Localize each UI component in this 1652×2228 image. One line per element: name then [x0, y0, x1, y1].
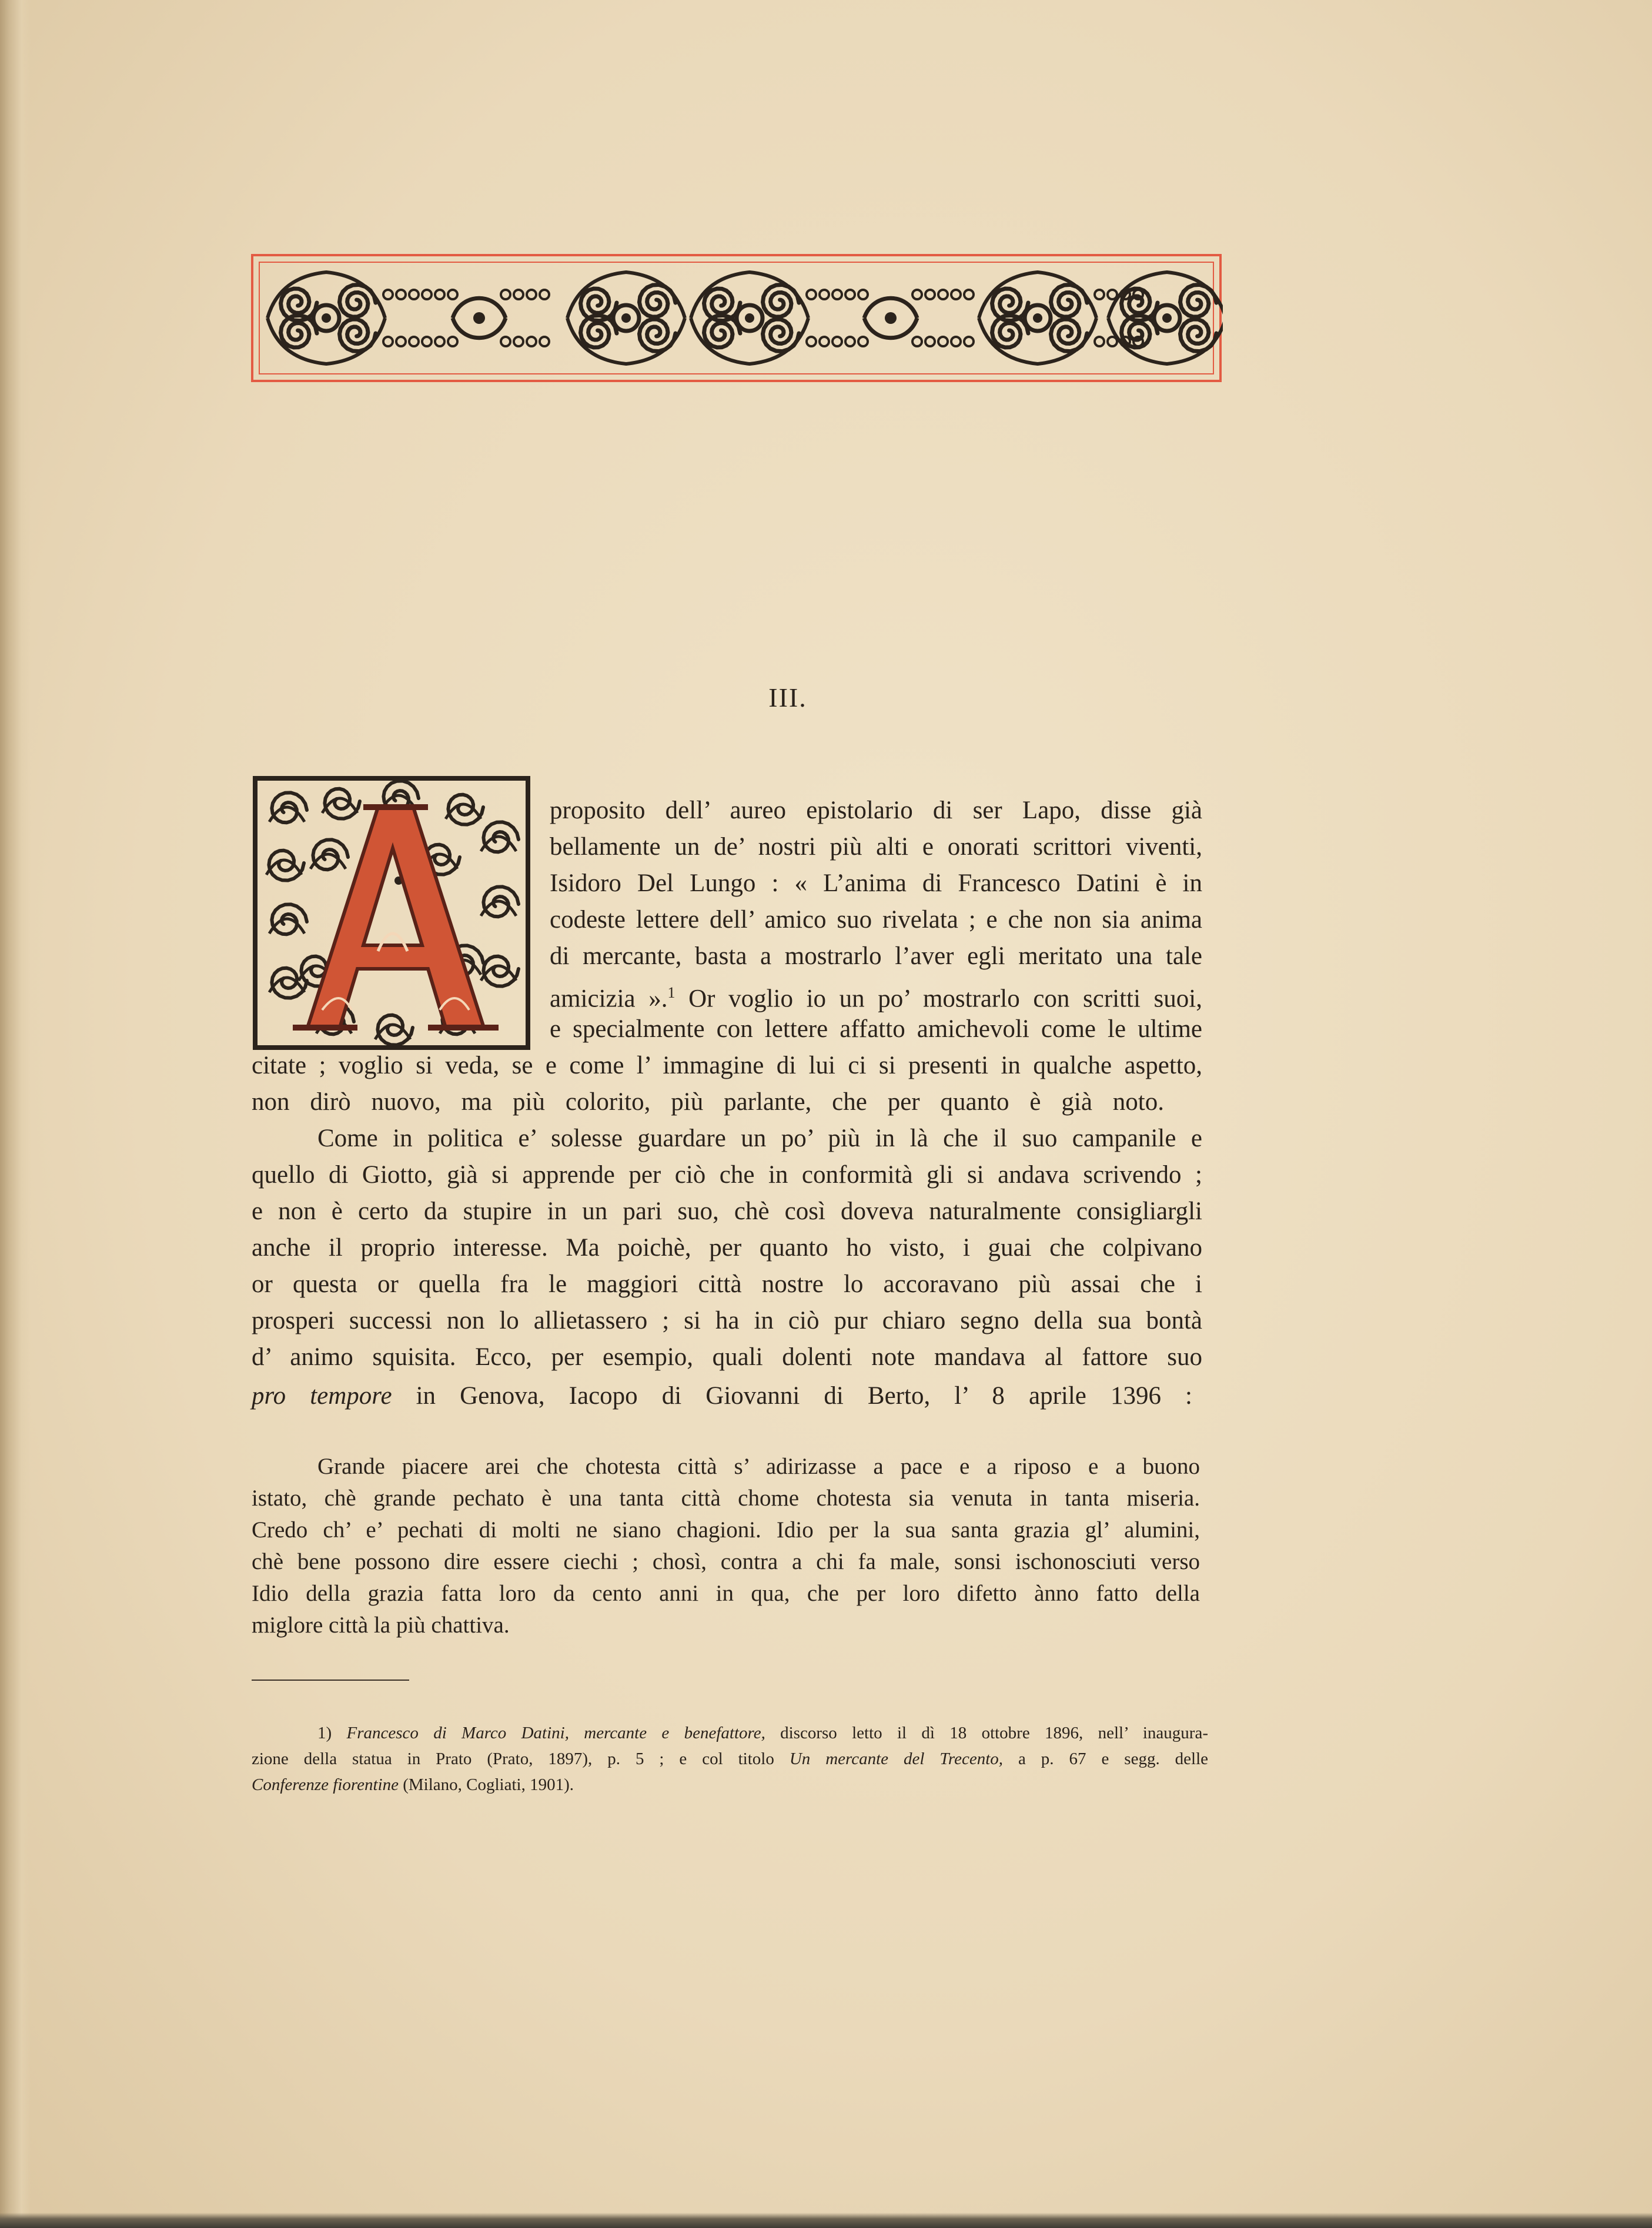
- text-line: e non è certo da stupire in un pari suo, chè così doveva naturalmente consigliargli: [252, 1197, 1202, 1225]
- quote-line: miglore città la più chattiva.: [252, 1613, 510, 1638]
- text-segment: in Genova, Iacopo di Giovanni di Berto, l’ 8 aprile 1396 :: [392, 1382, 1192, 1410]
- text-segment: zione della statua in Prato (Prato, 1897), p. 5 ; e col titolo: [252, 1749, 790, 1768]
- ornament-bead: [527, 337, 536, 346]
- page-bottom-edge: [0, 2213, 1652, 2228]
- footnote-line: [252, 1746, 1208, 1772]
- book-spine-shadow: [0, 0, 31, 2228]
- ornament-bead: [820, 290, 829, 299]
- text-segment: amicizia ».: [550, 985, 668, 1013]
- text-line: or questa or quella fra le maggiori città nostre lo accoravano più assai che i: [252, 1270, 1202, 1298]
- ornament-bead: [527, 290, 536, 299]
- quote-line: Idio della grazia fatta loro da cento anni in qua, che per loro difetto ànno fatto della: [252, 1581, 1200, 1606]
- text-line: bellamente un de’ nostri più alti e onorati scrittori viventi,: [550, 833, 1202, 861]
- ornament-bead: [514, 337, 523, 346]
- ornament-bead: [501, 290, 510, 299]
- initial-foliage-leaf: [481, 901, 516, 916]
- ornament-bead: [912, 290, 922, 299]
- text-line: non dirò nuovo, ma più colorito, più parlante, che per quanto è già noto.: [252, 1088, 1164, 1116]
- ornament-bead: [383, 290, 393, 299]
- ornament-bead: [832, 290, 842, 299]
- ornament-bead: [938, 337, 948, 346]
- quote-line: Grande piacere arei che chotesta città s’ adirizasse a pace e a riposo e a buono: [317, 1454, 1200, 1479]
- text-line: anche il proprio interesse. Ma poichè, per quanto ho visto, i guai che colpivano: [252, 1234, 1202, 1262]
- ornament-bead: [938, 290, 948, 299]
- text-line: codeste lettere dell’ amico suo rivelata ; e che non sia anima: [550, 906, 1202, 934]
- ornament-bead: [422, 337, 432, 346]
- initial-foliage-leaf: [269, 919, 305, 934]
- ornament-bead: [501, 337, 510, 346]
- ornament-bead: [448, 290, 457, 299]
- text-line: e specialmente con lettere affatto amichevoli come le ultime: [550, 1015, 1202, 1043]
- ornament-bead: [807, 337, 816, 346]
- ornament-leaf-dot: [885, 312, 897, 324]
- ornament-bead: [514, 290, 523, 299]
- ornament-bead: [383, 337, 393, 346]
- footnote-title: Un mercante del Trecento,: [789, 1749, 1004, 1768]
- quote-line: istato, chè grande pechato è una tanta città chome chotesta sia venuta in tanta miseria.: [252, 1486, 1200, 1511]
- text-line: citate ; voglio si veda, se e come l’ immagine di lui ci si presenti in qualche aspetto,: [252, 1052, 1202, 1079]
- ornament-center-dot: [322, 313, 331, 323]
- text-line: d’ animo squisita. Ecco, per esempio, quali dolenti note mandava al fattore suo: [252, 1343, 1202, 1371]
- ornament-center-dot: [621, 313, 631, 323]
- ornament-bead: [845, 337, 855, 346]
- ornament-bead: [1095, 337, 1104, 346]
- ornament-bead: [820, 337, 829, 346]
- ornamental-headpiece: [250, 253, 1223, 383]
- text-segment: discorso letto il dì 18 ottobre 1896, nell’ inaugura-: [765, 1724, 1208, 1742]
- ornament-bead: [845, 290, 855, 299]
- text-line: Isidoro Del Lungo : « L’anima di Francesco Datini è in: [550, 869, 1202, 897]
- ornament-bead: [807, 290, 816, 299]
- text-line: [252, 1379, 1192, 1414]
- ornament-bead: [912, 337, 922, 346]
- text-line: [550, 975, 1202, 1016]
- footnote-title: Conferenze fiorentine: [252, 1775, 399, 1794]
- drop-cap-initial: [252, 775, 531, 1051]
- ornament-bead: [409, 337, 419, 346]
- initial-foliage-leaf: [269, 807, 305, 822]
- text-line: di mercante, basta a mostrarlo l’aver egli meritato una tale: [550, 942, 1202, 970]
- text-segment: a p. 67 e segg. delle: [1003, 1749, 1208, 1768]
- ornament-bead: [396, 337, 406, 346]
- footnote-rule: [252, 1680, 409, 1681]
- ornament-bead: [925, 337, 935, 346]
- italic-phrase: pro tempore: [252, 1382, 392, 1410]
- text-line: quello di Giotto, già si apprende per ciò che in conformità gli si andava scrivendo ;: [252, 1161, 1202, 1189]
- ornament-bead: [435, 337, 444, 346]
- ornament-bead: [964, 290, 974, 299]
- ornament-bead: [448, 337, 457, 346]
- ornament-bead: [422, 290, 432, 299]
- text-line: proposito dell’ aureo epistolario di ser Lapo, disse già: [550, 797, 1202, 824]
- ornament-bead: [858, 290, 868, 299]
- footnote-reference: 1: [667, 984, 675, 1001]
- footnote-line: [252, 1772, 1208, 1798]
- ornament-bead: [409, 290, 419, 299]
- ornament-bead: [396, 290, 406, 299]
- ornament-bead: [540, 290, 549, 299]
- chapter-number: III.: [768, 683, 807, 712]
- ornament-bead: [925, 290, 935, 299]
- ornament-center-dot: [1162, 313, 1172, 323]
- ornament-center-dot: [1033, 313, 1042, 323]
- ornament-bead: [435, 290, 444, 299]
- ornament-bead: [858, 337, 868, 346]
- quote-line: chè bene possono dire essere ciechi ; chosì, contra a chi fa male, sonsi ischonosciuti verso: [252, 1549, 1200, 1574]
- ornament-bead: [951, 290, 961, 299]
- text-line: prosperi successi non lo allietassero ; si ha in ciò pur chiaro segno della sua bontà: [252, 1307, 1202, 1334]
- footnote-line: [317, 1720, 1208, 1746]
- ornament-bead: [1095, 290, 1104, 299]
- ornament-bead: [832, 337, 842, 346]
- ornament-center-dot: [745, 313, 754, 323]
- ornament-bead: [964, 337, 974, 346]
- quote-line: Credo ch’ e’ pechati di molti ne siano chagioni. Idio per la sua santa grazia gl’ alumini,: [252, 1517, 1200, 1543]
- ornament-leaf-dot: [473, 312, 485, 324]
- text-line: Come in politica e’ solesse guardare un po’ più in là che il suo campanile e: [317, 1125, 1202, 1152]
- initial-foliage-leaf: [481, 837, 516, 851]
- ornament-bead: [540, 337, 549, 346]
- footnote-title: Francesco di Marco Datini, mercante e benefattore,: [346, 1724, 765, 1742]
- ornament-bead: [951, 337, 961, 346]
- footnote-marker: 1): [317, 1724, 332, 1742]
- initial-foliage-leaf: [310, 854, 346, 869]
- text-segment: Or voglio io un po’ mostrarlo con scritti suoi,: [688, 985, 1202, 1013]
- text-segment: (Milano, Cogliati, 1901).: [398, 1775, 574, 1794]
